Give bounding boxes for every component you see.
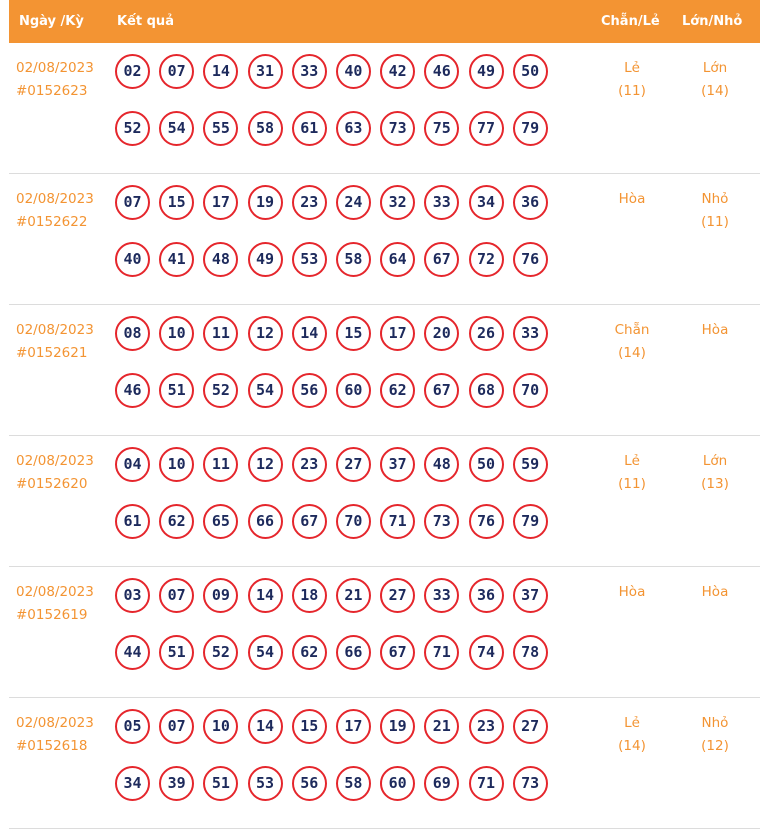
draw-date-period bbox=[16, 57, 94, 103]
table-header bbox=[9, 0, 760, 43]
draw-date-period bbox=[16, 319, 94, 365]
result-numbers bbox=[115, 709, 565, 823]
even-odd-result bbox=[602, 581, 662, 604]
number-ball: 40 bbox=[336, 54, 371, 89]
number-ball: 54 bbox=[248, 635, 283, 670]
even-odd-label: Lẻ bbox=[624, 715, 640, 731]
number-ball: 10 bbox=[203, 709, 238, 744]
number-ball: 17 bbox=[380, 316, 415, 351]
number-ball: 44 bbox=[115, 635, 150, 670]
number-ball: 55 bbox=[203, 111, 238, 146]
big-small-label: Nhỏ bbox=[701, 715, 729, 731]
number-ball: 74 bbox=[469, 635, 504, 670]
number-ball: 73 bbox=[424, 504, 459, 539]
header-date-period: Ngày /Kỳ bbox=[19, 14, 84, 29]
big-small-result bbox=[685, 319, 745, 342]
number-ball: 18 bbox=[292, 578, 327, 613]
number-ball: 67 bbox=[292, 504, 327, 539]
number-ball: 15 bbox=[292, 709, 327, 744]
even-odd-result bbox=[602, 57, 662, 103]
number-ball: 56 bbox=[292, 373, 327, 408]
draw-date: 02/08/2023 bbox=[16, 60, 94, 76]
number-ball: 73 bbox=[380, 111, 415, 146]
table-row bbox=[9, 43, 760, 174]
table-row bbox=[9, 174, 760, 305]
number-ball: 59 bbox=[513, 447, 548, 482]
table-row bbox=[9, 305, 760, 436]
number-ball: 19 bbox=[248, 185, 283, 220]
result-numbers bbox=[115, 54, 565, 168]
even-odd-count: (14) bbox=[618, 345, 646, 361]
number-ball: 15 bbox=[159, 185, 194, 220]
big-small-result bbox=[685, 57, 745, 103]
number-ball: 40 bbox=[115, 242, 150, 277]
number-ball: 71 bbox=[424, 635, 459, 670]
number-ball: 33 bbox=[513, 316, 548, 351]
number-ball: 12 bbox=[248, 447, 283, 482]
draw-date-period bbox=[16, 581, 94, 627]
number-ball: 36 bbox=[469, 578, 504, 613]
number-ball: 14 bbox=[203, 54, 238, 89]
draw-period: #0152620 bbox=[16, 476, 88, 492]
number-ball: 07 bbox=[115, 185, 150, 220]
number-ball: 46 bbox=[424, 54, 459, 89]
number-ball: 32 bbox=[380, 185, 415, 220]
big-small-result bbox=[685, 712, 745, 758]
even-odd-label: Hòa bbox=[618, 191, 646, 207]
big-small-count: (11) bbox=[701, 214, 729, 230]
draw-date-period bbox=[16, 712, 94, 758]
number-ball: 61 bbox=[292, 111, 327, 146]
number-ball: 62 bbox=[159, 504, 194, 539]
number-ball: 21 bbox=[424, 709, 459, 744]
number-ball: 41 bbox=[159, 242, 194, 277]
results-table bbox=[9, 0, 760, 829]
number-ball: 75 bbox=[424, 111, 459, 146]
number-ball: 79 bbox=[513, 504, 548, 539]
even-odd-label: Lẻ bbox=[624, 60, 640, 76]
number-ball: 33 bbox=[292, 54, 327, 89]
number-ball: 10 bbox=[159, 447, 194, 482]
draw-date: 02/08/2023 bbox=[16, 322, 94, 338]
number-ball: 42 bbox=[380, 54, 415, 89]
number-ball: 52 bbox=[203, 373, 238, 408]
draw-date: 02/08/2023 bbox=[16, 584, 94, 600]
even-odd-label: Hòa bbox=[618, 584, 646, 600]
number-ball: 58 bbox=[336, 766, 371, 801]
number-ball: 07 bbox=[159, 54, 194, 89]
draw-period: #0152621 bbox=[16, 345, 88, 361]
number-ball: 68 bbox=[469, 373, 504, 408]
number-ball: 70 bbox=[336, 504, 371, 539]
number-ball: 05 bbox=[115, 709, 150, 744]
number-ball: 31 bbox=[248, 54, 283, 89]
number-ball: 49 bbox=[469, 54, 504, 89]
draw-period: #0152618 bbox=[16, 738, 88, 754]
draw-period: #0152623 bbox=[16, 83, 88, 99]
number-ball: 33 bbox=[424, 578, 459, 613]
draw-date: 02/08/2023 bbox=[16, 453, 94, 469]
number-ball: 36 bbox=[513, 185, 548, 220]
even-odd-result bbox=[602, 188, 662, 211]
number-ball: 71 bbox=[469, 766, 504, 801]
draw-period: #0152619 bbox=[16, 607, 88, 623]
number-ball: 60 bbox=[380, 766, 415, 801]
number-ball: 54 bbox=[248, 373, 283, 408]
draw-date-period bbox=[16, 188, 94, 234]
number-ball: 51 bbox=[159, 635, 194, 670]
number-ball: 27 bbox=[336, 447, 371, 482]
number-ball: 37 bbox=[513, 578, 548, 613]
number-ball: 50 bbox=[513, 54, 548, 89]
number-ball: 71 bbox=[380, 504, 415, 539]
number-ball: 48 bbox=[203, 242, 238, 277]
even-odd-result bbox=[602, 450, 662, 496]
table-body bbox=[9, 43, 760, 829]
even-odd-count: (14) bbox=[618, 738, 646, 754]
big-small-label: Hòa bbox=[701, 584, 729, 600]
number-ball: 77 bbox=[469, 111, 504, 146]
number-ball: 63 bbox=[336, 111, 371, 146]
number-ball: 03 bbox=[115, 578, 150, 613]
number-ball: 50 bbox=[469, 447, 504, 482]
number-ball: 54 bbox=[159, 111, 194, 146]
number-ball: 73 bbox=[513, 766, 548, 801]
number-ball: 78 bbox=[513, 635, 548, 670]
number-ball: 19 bbox=[380, 709, 415, 744]
number-ball: 27 bbox=[513, 709, 548, 744]
number-ball: 09 bbox=[203, 578, 238, 613]
number-ball: 20 bbox=[424, 316, 459, 351]
table-row bbox=[9, 436, 760, 567]
even-odd-label: Lẻ bbox=[624, 453, 640, 469]
number-ball: 46 bbox=[115, 373, 150, 408]
number-ball: 79 bbox=[513, 111, 548, 146]
big-small-result bbox=[685, 581, 745, 604]
number-ball: 69 bbox=[424, 766, 459, 801]
number-ball: 52 bbox=[115, 111, 150, 146]
number-ball: 24 bbox=[336, 185, 371, 220]
number-ball: 23 bbox=[292, 185, 327, 220]
number-ball: 10 bbox=[159, 316, 194, 351]
even-odd-count: (11) bbox=[618, 83, 646, 99]
big-small-label: Lớn bbox=[702, 453, 728, 469]
big-small-result bbox=[685, 450, 745, 496]
number-ball: 11 bbox=[203, 447, 238, 482]
even-odd-result bbox=[602, 712, 662, 758]
number-ball: 17 bbox=[203, 185, 238, 220]
number-ball: 34 bbox=[469, 185, 504, 220]
big-small-label: Lớn bbox=[702, 60, 728, 76]
number-ball: 76 bbox=[513, 242, 548, 277]
number-ball: 67 bbox=[380, 635, 415, 670]
number-ball: 76 bbox=[469, 504, 504, 539]
table-row bbox=[9, 567, 760, 698]
number-ball: 04 bbox=[115, 447, 150, 482]
header-big-small: Lớn/Nhỏ bbox=[682, 14, 743, 29]
number-ball: 72 bbox=[469, 242, 504, 277]
big-small-label: Hòa bbox=[701, 322, 729, 338]
number-ball: 51 bbox=[159, 373, 194, 408]
number-ball: 27 bbox=[380, 578, 415, 613]
number-ball: 62 bbox=[292, 635, 327, 670]
number-ball: 52 bbox=[203, 635, 238, 670]
draw-date: 02/08/2023 bbox=[16, 715, 94, 731]
number-ball: 37 bbox=[380, 447, 415, 482]
number-ball: 62 bbox=[380, 373, 415, 408]
big-small-label: Nhỏ bbox=[701, 191, 729, 207]
number-ball: 14 bbox=[292, 316, 327, 351]
number-ball: 67 bbox=[424, 242, 459, 277]
number-ball: 11 bbox=[203, 316, 238, 351]
draw-date: 02/08/2023 bbox=[16, 191, 94, 207]
number-ball: 66 bbox=[336, 635, 371, 670]
number-ball: 34 bbox=[115, 766, 150, 801]
number-ball: 66 bbox=[248, 504, 283, 539]
number-ball: 14 bbox=[248, 578, 283, 613]
result-numbers bbox=[115, 316, 565, 430]
number-ball: 65 bbox=[203, 504, 238, 539]
number-ball: 17 bbox=[336, 709, 371, 744]
number-ball: 26 bbox=[469, 316, 504, 351]
number-ball: 02 bbox=[115, 54, 150, 89]
number-ball: 58 bbox=[336, 242, 371, 277]
number-ball: 48 bbox=[424, 447, 459, 482]
number-ball: 49 bbox=[248, 242, 283, 277]
number-ball: 51 bbox=[203, 766, 238, 801]
draw-period: #0152622 bbox=[16, 214, 88, 230]
number-ball: 53 bbox=[248, 766, 283, 801]
number-ball: 08 bbox=[115, 316, 150, 351]
number-ball: 58 bbox=[248, 111, 283, 146]
header-result: Kết quả bbox=[117, 14, 174, 29]
result-numbers bbox=[115, 578, 565, 692]
number-ball: 56 bbox=[292, 766, 327, 801]
number-ball: 53 bbox=[292, 242, 327, 277]
number-ball: 70 bbox=[513, 373, 548, 408]
header-even-odd: Chẵn/Lẻ bbox=[601, 14, 660, 29]
number-ball: 64 bbox=[380, 242, 415, 277]
even-odd-count: (11) bbox=[618, 476, 646, 492]
even-odd-label: Chẵn bbox=[614, 322, 650, 338]
number-ball: 23 bbox=[469, 709, 504, 744]
big-small-count: (13) bbox=[701, 476, 729, 492]
number-ball: 14 bbox=[248, 709, 283, 744]
draw-date-period bbox=[16, 450, 94, 496]
number-ball: 15 bbox=[336, 316, 371, 351]
result-numbers bbox=[115, 185, 565, 299]
table-row bbox=[9, 698, 760, 829]
number-ball: 07 bbox=[159, 578, 194, 613]
number-ball: 07 bbox=[159, 709, 194, 744]
number-ball: 12 bbox=[248, 316, 283, 351]
even-odd-result bbox=[602, 319, 662, 365]
number-ball: 21 bbox=[336, 578, 371, 613]
big-small-result bbox=[685, 188, 745, 234]
result-numbers bbox=[115, 447, 565, 561]
big-small-count: (12) bbox=[701, 738, 729, 754]
big-small-count: (14) bbox=[701, 83, 729, 99]
number-ball: 39 bbox=[159, 766, 194, 801]
number-ball: 67 bbox=[424, 373, 459, 408]
number-ball: 60 bbox=[336, 373, 371, 408]
number-ball: 23 bbox=[292, 447, 327, 482]
number-ball: 33 bbox=[424, 185, 459, 220]
number-ball: 61 bbox=[115, 504, 150, 539]
